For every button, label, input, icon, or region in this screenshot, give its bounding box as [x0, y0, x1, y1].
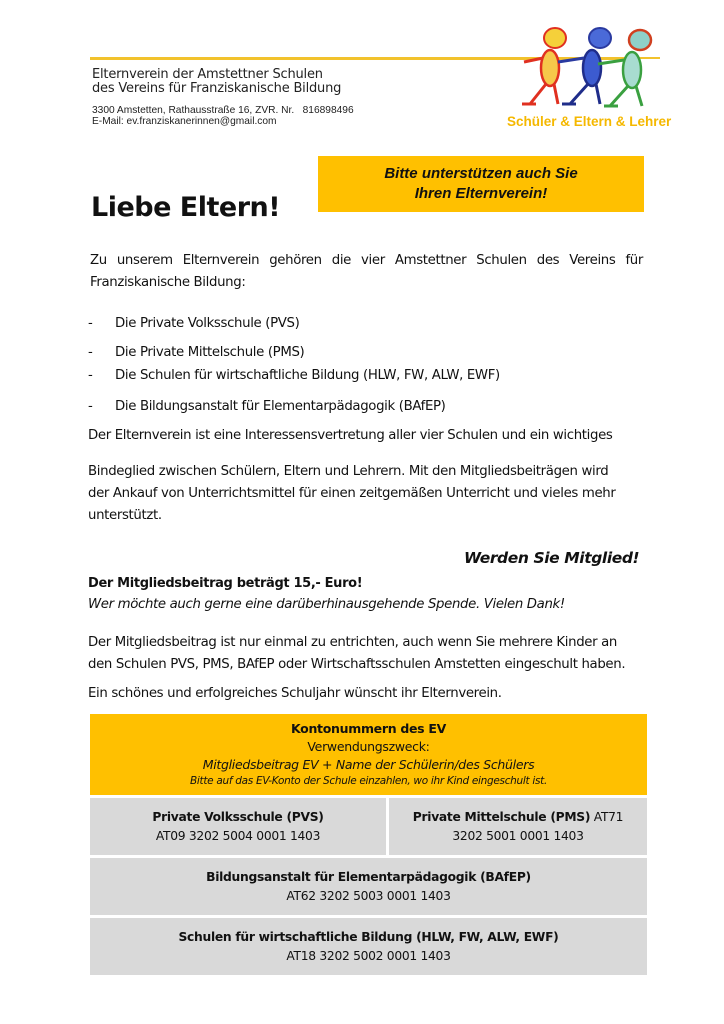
school-name: Private Mittelschule (PMS): [412, 809, 591, 824]
payment-note: Bitte auf das EV-Konto der Schule einzahlen, wo ihr Kind eingeschult ist.: [190, 775, 547, 787]
paragraph-line: Der Mitgliedsbeitrag ist nur einmal zu entrichten, auch wenn Sie mehrere Kinder an: [88, 635, 617, 650]
purpose-label: Verwendungszweck:: [307, 739, 430, 754]
paragraph-link: [88, 461, 658, 527]
page-title: Liebe Eltern!: [91, 192, 281, 223]
list-dash: -: [88, 345, 93, 360]
become-member-heading: Werden Sie Mitglied!: [464, 549, 640, 567]
paragraph-line: den Schulen PVS, PMS, BAfEP oder Wirtschaftsschulen Amstetten eingeschult haben.: [88, 657, 626, 672]
account-cell-pvs: [90, 798, 386, 855]
donation-note: Wer möchte auch gerne eine darüberhinausgehende Spende. Vielen Dank!: [88, 597, 565, 612]
support-callout: [318, 156, 644, 212]
iban: AT09 3202 5004 0001 1403: [155, 828, 321, 843]
address: 3300 Amstetten, Rathausstraße 16, ZVR. Nr. 816898496: [92, 105, 354, 116]
list-item: [88, 342, 304, 364]
membership-fee: Der Mitgliedsbeitrag beträgt 15,- Euro!: [88, 576, 363, 591]
account-cell-pms: [389, 798, 647, 855]
paragraph-line: der Ankauf von Unterrichtsmittel für einen zeitgemäßen Unterricht und vieles mehr: [88, 486, 616, 501]
slogan: Schüler & Eltern & Lehrer: [507, 114, 672, 129]
school-name: Private Volksschule (PVS): [152, 809, 324, 824]
accounts-heading: Kontonummern des EV: [291, 721, 446, 736]
accounts-table-header: [90, 714, 647, 795]
account-cell-bafep: [90, 858, 647, 915]
contact-info: [92, 105, 354, 127]
list-item-text: Die Private Mittelschule (PMS): [115, 345, 305, 360]
org-line-2: des Vereins für Franziskanische Bildung: [92, 81, 342, 96]
organization-name: [92, 68, 341, 96]
paragraph-line: Bindeglied zwischen Schülern, Eltern und Lehrern. Mit den Mitgliedsbeiträgen wird: [88, 464, 609, 479]
closing-greeting: Ein schönes und erfolgreiches Schuljahr wünscht ihr Elternverein.: [88, 686, 502, 701]
paragraph-line: unterstützt.: [88, 508, 162, 523]
account-cell-wirtschaft: [90, 918, 647, 975]
list-item: [88, 313, 299, 335]
iban: 3202 5001 0001 1403: [452, 828, 584, 843]
logo-figures-image: [510, 20, 660, 112]
list-item: [88, 365, 500, 387]
paragraph-once: [88, 632, 658, 676]
list-dash: -: [88, 399, 93, 414]
email: E-Mail: ev.franziskanerinnen@gmail.com: [92, 116, 277, 127]
list-item-text: Die Bildungsanstalt für Elementarpädagogik (BAfEP): [115, 399, 446, 414]
intro-paragraph: Zu unserem Elternverein gehören die vier Amstettner Schulen des Vereins für Franziskanische Bildung:: [90, 253, 643, 290]
list-item-text: Die Private Volksschule (PVS): [115, 316, 300, 331]
callout-line-1: Bitte unterstützen auch Sie: [384, 165, 578, 182]
list-item-text: Die Schulen für wirtschaftliche Bildung (HLW, FW, ALW, EWF): [115, 368, 500, 383]
iban: AT62 3202 5003 0001 1403: [286, 888, 451, 903]
list-dash: -: [88, 368, 93, 383]
iban: AT18 3202 5002 0001 1403: [286, 948, 451, 963]
school-name: Bildungsanstalt für Elementarpädagogik (BAfEP): [206, 869, 531, 884]
iban-prefix: AT71: [593, 809, 624, 824]
paragraph-interest: Der Elternverein ist eine Interessensvertretung aller vier Schulen und ein wichtiges: [88, 428, 613, 443]
callout-line-2: Ihren Elternverein!: [414, 185, 548, 202]
school-name: Schulen für wirtschaftliche Bildung (HLW, FW, ALW, EWF): [178, 929, 559, 944]
list-dash: -: [88, 316, 93, 331]
purpose-text: Mitgliedsbeitrag EV + Name der Schülerin/des Schülers: [202, 757, 535, 772]
list-item: [88, 396, 446, 418]
org-line-1: Elternverein der Amstettner Schulen: [92, 67, 323, 82]
